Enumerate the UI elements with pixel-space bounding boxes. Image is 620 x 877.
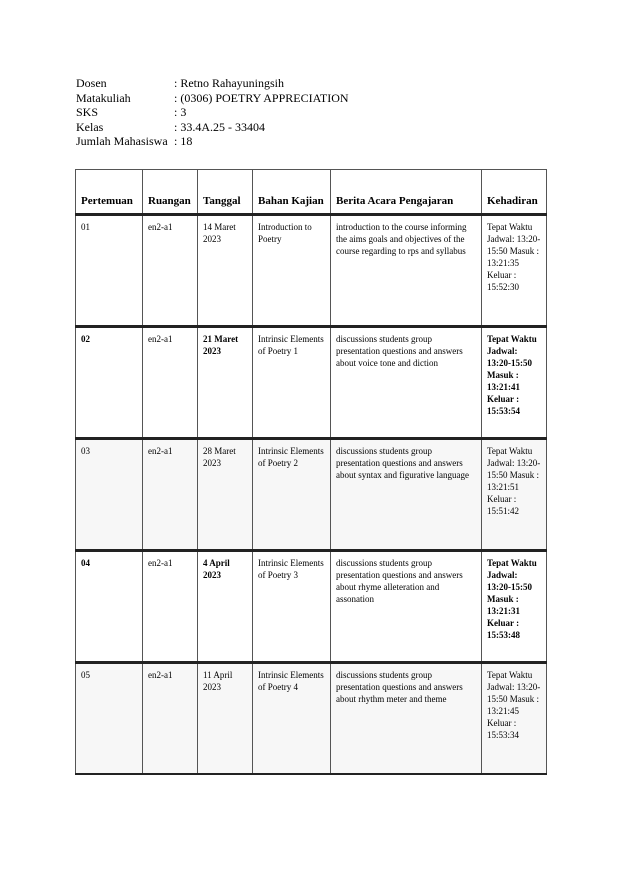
attendance-table — [75, 169, 547, 775]
cell-berita-acara: introduction to the course informing the aims goals and objectives of the course regarding to rps and syllabus — [331, 215, 482, 327]
jumlah-label: Jumlah Mahasiswa — [76, 134, 168, 148]
table-header-row — [76, 170, 547, 215]
cell-pertemuan: 03 — [76, 439, 143, 551]
header-kehadiran: Kehadiran — [482, 170, 547, 215]
cell-ruangan: en2-a1 — [143, 551, 198, 663]
header-bahan-kajian: Bahan Kajian — [253, 170, 331, 215]
dosen-label: Dosen — [76, 76, 107, 90]
sks-value: : 3 — [174, 105, 187, 119]
cell-pertemuan: 01 — [76, 215, 143, 327]
matakuliah-value: : (0306) POETRY APPRECIATION — [174, 90, 349, 105]
table-row — [76, 327, 547, 439]
cell-tanggal: 28 Maret 2023 — [198, 439, 253, 551]
cell-kehadiran: Tepat Waktu Jadwal: 13:20-15:50 Masuk : 13:21:51 Keluar : 15:51:42 — [482, 439, 547, 551]
matakuliah-label: Matakuliah — [76, 90, 131, 105]
cell-bahan-kajian: Intrinsic Elements of Poetry 3 — [253, 551, 331, 663]
cell-tanggal: 11 April 2023 — [198, 663, 253, 775]
info-row-jumlah — [76, 134, 349, 149]
cell-tanggal: 14 Maret 2023 — [198, 215, 253, 327]
cell-tanggal: 4 April 2023 — [198, 551, 253, 663]
info-row-kelas — [76, 120, 349, 135]
header-tanggal: Tanggal — [198, 170, 253, 215]
cell-ruangan: en2-a1 — [143, 215, 198, 327]
table-row — [76, 215, 547, 327]
table-row — [76, 663, 547, 775]
cell-berita-acara: discussions students group presentation questions and answers about rhyme alleteration and assonation — [331, 551, 482, 663]
cell-ruangan: en2-a1 — [143, 663, 198, 775]
header-ruangan: Ruangan — [143, 170, 198, 215]
cell-bahan-kajian: Intrinsic Elements of Poetry 1 — [253, 327, 331, 439]
cell-pertemuan: 05 — [76, 663, 143, 775]
cell-kehadiran: Tepat Waktu Jadwal: 13:20-15:50 Masuk : 13:21:35 Keluar : 15:52:30 — [482, 215, 547, 327]
jumlah-value: : 18 — [174, 134, 193, 148]
header-pertemuan: Pertemuan — [76, 170, 143, 215]
cell-bahan-kajian: Introduction to Poetry — [253, 215, 331, 327]
table-row — [76, 551, 547, 663]
cell-tanggal: 21 Maret 2023 — [198, 327, 253, 439]
cell-pertemuan: 04 — [76, 551, 143, 663]
info-row-matakuliah — [76, 91, 349, 106]
info-row-dosen — [76, 76, 349, 91]
kelas-value: : 33.4A.25 - 33404 — [174, 119, 265, 134]
cell-ruangan: en2-a1 — [143, 327, 198, 439]
dosen-value: : Retno Rahayuningsih — [174, 76, 284, 90]
info-row-sks — [76, 105, 349, 120]
cell-pertemuan: 02 — [76, 327, 143, 439]
cell-bahan-kajian: Intrinsic Elements of Poetry 4 — [253, 663, 331, 775]
kelas-label: Kelas — [76, 119, 104, 134]
cell-bahan-kajian: Intrinsic Elements of Poetry 2 — [253, 439, 331, 551]
cell-kehadiran: Tepat Waktu Jadwal: 13:20-15:50 Masuk : 13:21:45 Keluar : 15:53:34 — [482, 663, 547, 775]
cell-kehadiran: Tepat Waktu Jadwal: 13:20-15:50 Masuk : 13:21:31 Keluar : 15:53:48 — [482, 551, 547, 663]
cell-ruangan: en2-a1 — [143, 439, 198, 551]
cell-berita-acara: discussions students group presentation questions and answers about syntax and figurative language — [331, 439, 482, 551]
course-info — [76, 76, 349, 149]
table-row — [76, 439, 547, 551]
cell-berita-acara: discussions students group presentation questions and answers about rhythm meter and theme — [331, 663, 482, 775]
cell-berita-acara: discussions students group presentation questions and answers about voice tone and diction — [331, 327, 482, 439]
sks-label: SKS — [76, 105, 99, 119]
cell-kehadiran: Tepat Waktu Jadwal: 13:20-15:50 Masuk : 13:21:41 Keluar : 15:53:54 — [482, 327, 547, 439]
header-berita-acara: Berita Acara Pengajaran — [331, 170, 482, 215]
